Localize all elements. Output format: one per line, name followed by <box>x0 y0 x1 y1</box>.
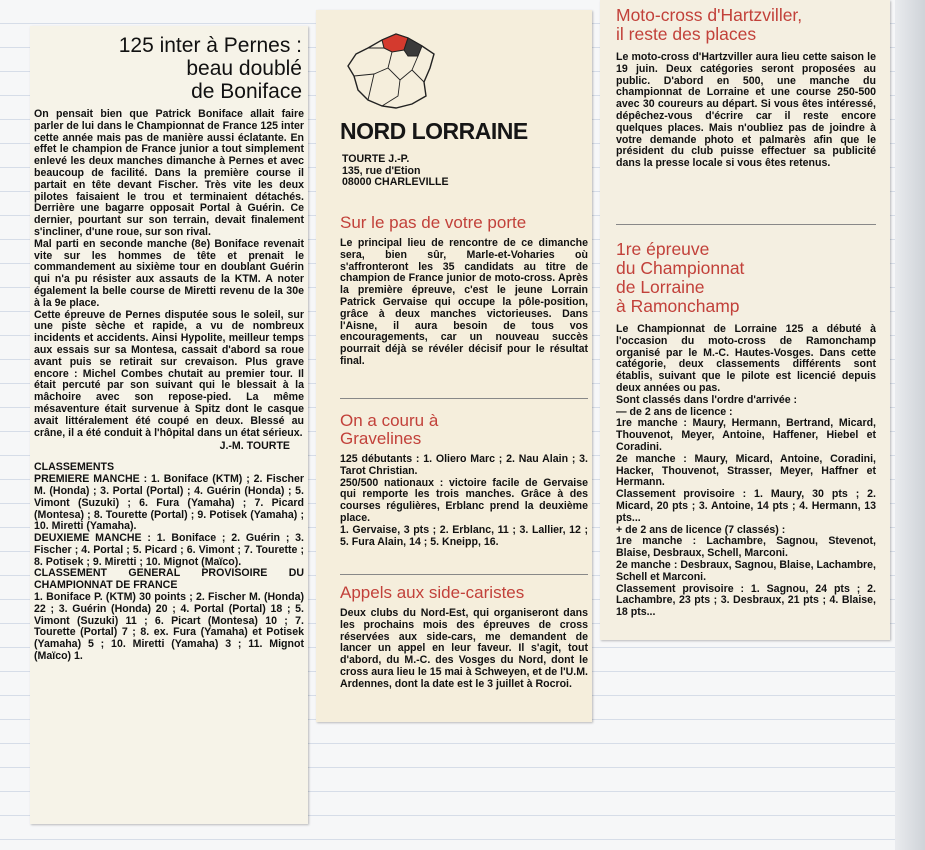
clipping-nord-lorraine <box>316 10 592 722</box>
section-body: Le principal lieu de rencontre de ce dimanche sera, bien sûr, Marle-et-Voharies où s'affronteront les 35 candidats au titre de champion de France junior de moto-cross. Après la première épreuve, c'est le jeune Lorrain Patrick Gervaise qui occupe la pôle-position, grâce à deux manches victorieuses. Dans l'Aisne, il aura besoin de tous vos encouragements, car un nouveau succès pourrait déjà se révéler décisif pour le résultat final. <box>340 237 588 367</box>
france-map-icon <box>338 24 448 114</box>
section-body: Le moto-cross d'Hartzviller aura lieu cette saison le 19 juin. Deux catégories seront proposées au public. D'abord en 500, une manche du championnat de Lorraine et une course 250-500 avec 30 coureurs au départ. Si vous êtes intéressé, dépêchez-vous d'écrire car il reste encore quelques places. Mais n'oubliez pas de joindre à votre demande photo et palmarès afin que le président du club puisse effectuer sa publicité dans la presse locale si vous êtes retenus. <box>616 51 876 170</box>
results-text: CLASSEMENTS PREMIERE MANCHE : 1. Boniface (KTM) ; 2. Fischer M. (Honda) ; 3. Portal (Portal) ; 4. Guérin (Honda) ; 5. Vimont (Suzuki) ; 6. Fura (Yamaha) ; 7. Picard (Montesa) ; 8. Tourette (Portal) ; 9. Potisek (Yamaha) ; 10. Miretti (Yamaha). DEUXIEME MANCHE : 1. Boniface ; 2. Guérin ; 3. Fischer ; 4. Portal ; 5. Picard ; 6. Vimont ; 7. Tourette ; 8. Potisek ; 9. Miretti ; 10. Mignot (Maïco). CLASSEMENT GENERAL PROVISOIRE DU CHAMPIONNAT DE FRANCE 1. Boniface P. (KTM) 30 points ; 2. Fischer M. (Honda) 22 ; 3. Guérin (Honda) 20 ; 4. Portal (Portal) 18 ; 5. Vimont (Suzuki) 11 ; 6. Picart (Montesa) 10 ; 7. Tourette (Portal) 7 ; 8. ex. Fura (Yamaha) et Potisek (Yamaha) 5 ; 10. Miretti (Yamaha) 3 ; 11. Mignot (Maïco) 1. <box>34 461 304 663</box>
section-heading: Sur le pas de votre porte <box>340 213 527 232</box>
section-heading: On a couru à Gravelines <box>340 411 439 448</box>
section-body: Le Championnat de Lorraine 125 a débuté à l'occasion du moto-cross de Ramonchamp organisé par le M.-C. Hautes-Vosges. Dans cette catégorie, deux classements différents sont établis, suivant que le pilote est licencié depuis deux années ou pas. Sont classés dans l'ordre d'arrivée : — de 2 ans de licence : 1re manche : Maury, Hermann, Bertrand, Micard, Thouvenot, Meyer, Antoine, Haffener, Hiebel et Coradini. 2e manche : Maury, Micard, Antoine, Coradini, Hacker, Thouvenot, Strasser, Meyer, Haffner et Hermann. Classement provisoire : 1. Maury, 30 pts ; 2. Micard, 20 pts ; 3. Antoine, 14 pts ; 4. Hermann, 13 pts... + de 2 ans de licence (7 classés) : 1re manche : Lachambre, Sagnou, Stevenot, Blaise, Desbraux, Schell, Marconi. 2e manche : Desbraux, Sagnou, Blaise, Lachambre, Schell et Marconi. Classement provisoire : 1. Sagnou, 24 pts ; 2. Lachambre, 23 pts ; 3. Desbraux, 21 pts ; 4. Blaise, 18 pts... <box>616 323 876 619</box>
divider <box>616 224 876 225</box>
section-side-caristes <box>340 584 588 691</box>
section-body: 125 débutants : 1. Oliero Marc ; 2. Nau Alain ; 3. Tarot Christian. 250/500 nationaux : victoire facile de Gervaise qui remporte les trois manches. Grâce à des courses régulières, Erblanc prend la deuxième place. 1. Gervaise, 3 pts ; 2. Erblanc, 11 ; 3. Lallier, 12 ; 5. Fura Alain, 14 ; 5. Kneipp, 16. <box>340 453 588 548</box>
divider <box>340 398 588 399</box>
article-title: 125 inter à Pernes : beau doublé de Boniface <box>118 34 302 103</box>
article-body: On pensait bien que Patrick Boniface allait faire parler de lui dans le Championnat de France 125 inter cette année mais pas de manière aussi éclatante. En effet le champion de France junior a tout simplement enlevé les deux manches dimanche à Pernes et avec beaucoup de facilité. Dans la première course il partait en tête devant Fischer. Très vite les deux pilotes faisaient le trou et terminaient détachés. Derrière une bagarre opposait Portal à Guérin. Ce dernier, pourtant sur son terrain, devait finalement s'incliner, d'une roue, sur son rival. Mal parti en seconde manche (8e) Boniface revenait vite sur les hommes de tête et prenait le commandement au sixième tour en doublant Guérin qui n'a pu résister aux assauts de la KTM. A noter également la belle course de Miretti revenu de la 30e à la 9e place. Cette épreuve de Pernes disputée sous le soleil, sur une piste sèche et rapide, a vu de nombreux incidents et accidents. Ainsi Hypolite, meilleur temps aux essais sur sa Montesa, cassait d'abord sa roue avant puis se retirait sur crevaison. Plus grave encore : Michel Combes chutait au premier tour. Il était percuté par son suivant qui le blessait à la mâchoire avec son repose-pied. La même mésaventure était survenue à Spitz dont le casque avait littéralement été coupé en deux. Blessé au crâne, il a été conduit à l'hôpital dans un état sérieux. <box>34 108 304 439</box>
divider <box>340 574 588 575</box>
clipping-hartzviller <box>600 0 890 640</box>
section-heading: 1re épreuve du Championnat de Lorraine à Ramonchamp <box>616 239 745 316</box>
clipping-pernes <box>30 26 308 824</box>
author-contact: TOURTE J.-P. 135, rue d'Etion 08000 CHARLEVILLE <box>342 153 449 188</box>
section-gravelines <box>340 412 588 548</box>
section-heading: Appels aux side-caristes <box>340 583 525 602</box>
section-hartzviller <box>616 6 876 170</box>
section-heading: Moto-cross d'Hartzviller, il reste des places <box>616 5 803 44</box>
page-edge <box>895 0 925 850</box>
section-votre-porte <box>340 214 588 368</box>
article-signature: J.-M. TOURTE <box>219 440 290 453</box>
section-ramonchamp <box>616 240 876 619</box>
section-body: Deux clubs du Nord-Est, qui organiseront dans les prochains mois des épreuves de cross réservées aux side-cars, me demandent de lancer un appel en leur faveur. Il s'agit, tout d'abord, du M.-C. des Vosges du Nord, dont le cross aura lieu le 15 mai à Schweyen, et de l'U.M. Ardennes, dont la date est le 3 juillet à Rocroi. <box>340 607 588 690</box>
section-logo: NORD LORRAINE <box>340 118 528 144</box>
